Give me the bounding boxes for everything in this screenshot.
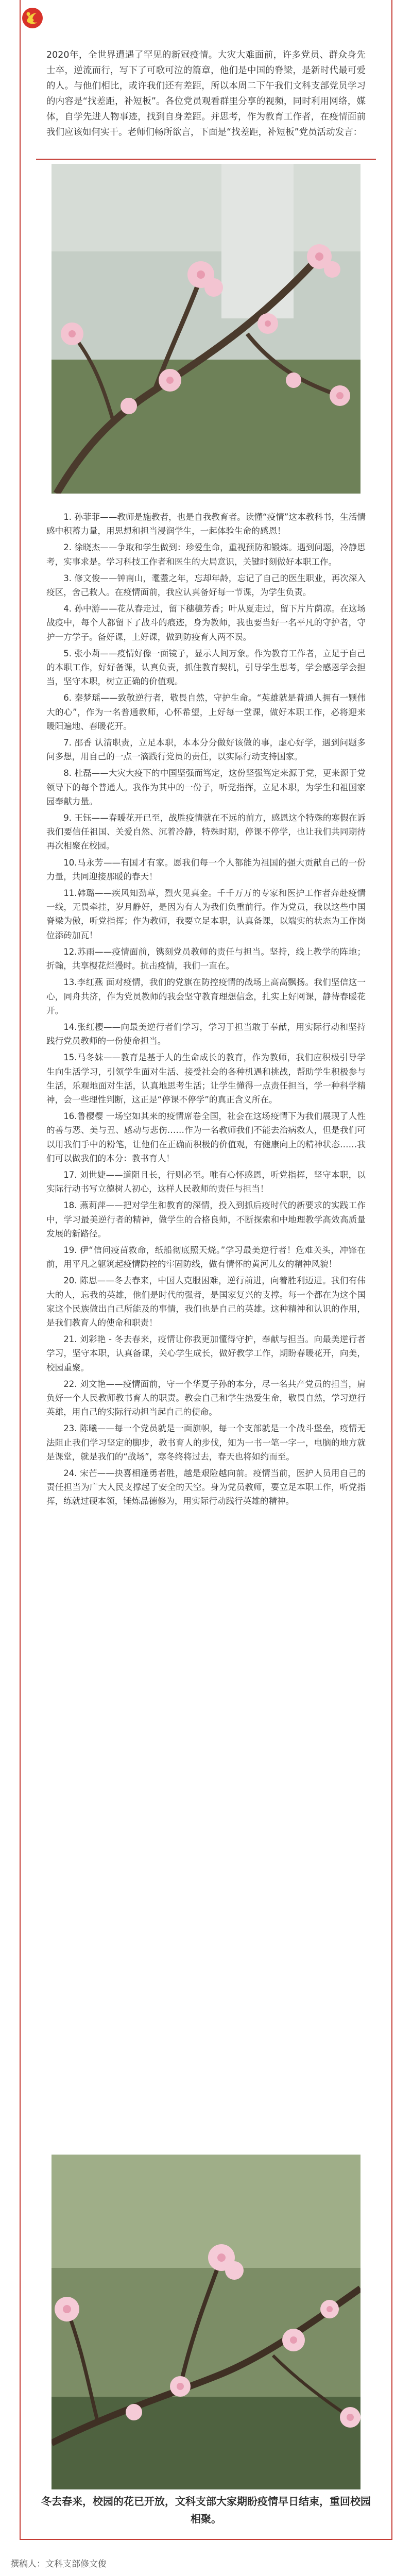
section-divider [36, 159, 376, 160]
list-item: 16.鲁樱樱 一场空如其来的疫情席卷全国，社会在这场疫情下为我们展现了人性的善与恶、美与丑、感动与悲伤……作为一名教师我们不能去治病救人，但是我们可以用我们手中的粉笔，让他们在正确而积极的价值观，有健康向上的精神状态……我们可以做我们的本分：教书育人！ [46, 1111, 366, 1163]
list-item: 20. 陈思——冬去春来，中国人克服困难，逆行前进，向着胜利迈进。我们有伟大的人，忘我的英雄，他们是时代的强者，是国家复兴的支撑。每一个都在为这个国家这个民族做出自己所能及的事情，我们也是自己的英雄。这种精神和认识的作用，是我们教育人的使命和职责！ [46, 1276, 366, 1328]
blossom-photo-top [52, 164, 360, 494]
blossom-photo-bottom [52, 2155, 360, 2489]
list-item: 10.马永芳——有国才有家。愿我们每一个人都能为祖国的强大贡献自己的一份力量，共同迎接那暖的春天！ [46, 857, 366, 882]
list-item: 13.李红燕 面对疫情，我们的党旗在防控疫情的战场上高高飘扬。我们坚信这一心，同舟共济，作为党员教师的我会坚守教育理想信念，扎实上好网课，静待春暖花开。 [46, 977, 366, 1015]
list-item: 7. 邵香 认清职责，立足本职，本本分分做好该做的事，虚心好学，遇到问题多问多想，用自己的一点一滴践行党员的责任，以实际行动支持国家。 [46, 738, 366, 762]
list-item: 8. 杜磊——大灾大疫下的中国坚强而笃定，这份坚强笃定来源于党，更来源于党领导下的每个普通人。我作为其中的一份子，听党指挥，立足本职，为学生和祖国家园奉献力量。 [46, 768, 366, 806]
list-item: 5. 张小莉——疫情好像一面镜子，显示人间万象。作为教育工作者，立足于自己的本职工作，好好备课，认真负责，抓住教育契机，引导学生思考，学会感恩学会担当，坚守本职，树立正确的价值观。 [46, 648, 366, 687]
list-item: 22. 刘文艳——疫情面前，守一个华夏子孙的本分，尽一名共产党员的担当，肩负好一个人民教师教书育人的职责。教会自己和学生热爱生命，敬畏自然，学习逆行英雄，用自己的实际行动担当起自己的使命。 [46, 1379, 366, 1417]
list-item: 23. 陈曦——每一个党员就是一面旗帜，每一个支部就是一个战斗堡垒，疫情无法阻止我们学习坚定的脚步，教书育人的步伐，知为一书一笔一字一，电脑的地方就是课堂，就是我们的“战场”，寒冬终将过去，春天也将如约而至。 [46, 1423, 366, 1462]
party-emblem-icon [20, 5, 45, 31]
photo-caption: 冬去春来，校园的花已开放，文科支部大家期盼疫情早日结束，重回校园相聚。 [41, 2495, 371, 2525]
list-item: 4. 孙中游——花从春走过，留下穗穗芳香；叶从夏走过，留下片片荫凉。在这场战疫中，每个人都留下了战斗的痕迹，身为教师，我也要当好一名平凡的守护者，守护一方学子。备好课，上好课，做到防疫育人两不误。 [46, 604, 366, 642]
list-item: 19. 伊“信问疫苗救命，纸船彻底照天烧。”学习最美逆行者！危难关头，冲锋在前，用平凡之躯筑起疫情防控的牢固防线，做有情怀的黄河儿女的精神风貌！ [46, 1245, 366, 1269]
list-item: 3. 修文俊——钟南山，耄耋之年，忘却年龄，忘记了自己的医生职业，再次深入疫区，舍己救人。在疫情面前，我应认真备好每一节课，为学生负责。 [46, 573, 366, 598]
intro-paragraph: 2020年，全世界遭遇了罕见的新冠疫情。大灾大难面前，许多党员、群众身先士卒，逆流而行，写下了可歌可泣的篇章，他们是中国的脊梁，是新时代最可爱的人。与他们相比，或许我们还有差距，所以本周二下午我们文科支部党员学习的内容是“找差距，补短板”。各位党员观看群里分享的视频，同时利用网络，媒体，自学先进人物事迹，找到自身差距。并思考，作为教育工作者，在疫情面前我们应该如何实干。老师们畅所欲言，下面是“找差距，补短板”党员活动发言： [46, 50, 366, 138]
list-item: 18. 燕莉萍——把对学生和教育的深情，投入到抓后疫时代的新要求的实践工作中，学习最美逆行者的精神，做学生的合格良师，不断探索和中地理教学高效高质量发展的新路径。 [46, 1200, 366, 1239]
list-item: 11.韩璐——疾风知劲草，烈火见真金。千千万万的专家和医护工作者奔赴疫情一线，无畏牵挂，岁月静好，是因为有人为我们负重前行。作为党员，我以这些中国脊梁为傲，听党指挥；作为教师，我要立足本职，认真备课，以端实的状态为工作岗位添砖加瓦！ [46, 888, 366, 940]
list-item: 21. 刘彩艳 - 冬去春来，疫情让你我更加懂得守护，奉献与担当。向最美逆行者学习，坚守本职，认真备课，关心学生成长，做好教学工作，期盼春暖花开，向美，校园重聚。 [46, 1334, 366, 1372]
list-item: 1. 孙菲菲——教师是施教者，也是自我教育者。读懂“疫情”这本教科书，生活情感中积蓄力量，用思想和担当浸润学生，一起体验生命的感恩！ [46, 512, 366, 536]
list-item: 2. 徐晓杰——争取和学生做到：珍爱生命，重视预防和锻炼。遇到问题，冷静思考，实事求是。学习科技工作者和医生的大局意识，关键时刻做好本职工作。 [46, 543, 366, 567]
list-item: 9. 王钰——春暖花开已至，战胜疫情就在不远的前方，感恩这个特殊的寒假在诉我们要信任祖国、关爱自然、沉着冷静，特殊时期，停课不停学，也让我们共同期待再次相聚在校园。 [46, 813, 366, 851]
list-item: 17. 刘世婕——道阻且长，行则必至。唯有心怀感恩，听党指挥，坚守本职，以实际行动书写立德树人初心，这样人民教师的责任与担当！ [46, 1170, 366, 1194]
list-item: 24. 宋芒——抉喜相逢勇者胜，越是艰险越向前。疫情当前，医护人员用自己的责任担当为广大人民支撑起了安全的天空。身为党员教师，要立足本职工作，听党指挥，练就过硬本领，锤炼品德修为，用实际行动践行英雄的精神。 [46, 1468, 366, 1506]
list-item: 15.马冬妹——教育是基于人的生命成长的教育，作为教师，我们应积极引导学生向生活学习，引领学生面对生活、接受社会的各种机遇和挑战，帮助学生积极参与生活，乐观地面对生活，认真地思考生活；让学生懂得一点责任担当，学一种科学精神，会一些理性判断，这正是“停课不停学”的真正含义所在。 [46, 1053, 366, 1105]
author-credit: 撰稿人：文科支部修文俊 [10, 2559, 107, 2569]
list-item: 14.张红樱——向最美逆行者们学习，学习于担当敢于奉献，用实际行动和坚持践行党员教师的一份使命担当。 [46, 1022, 366, 1046]
list-item: 6. 秦梦瑶——致敬逆行者，敬畏自然，守护生命。“英雄就是普通人拥有一颗伟大的心”，作为一名普通教师，心怀希望，上好每一堂课，做好本职工作，必将迎来暖阳遍地、春暖花开。 [46, 693, 366, 731]
speech-list [46, 510, 366, 1511]
list-item: 12.苏雨——疫情面前，镌刻党员教师的责任与担当。坚持，线上教学的阵地；折翰，共享樱花烂漫时。抗击疫情，我们一直在。 [46, 946, 366, 971]
